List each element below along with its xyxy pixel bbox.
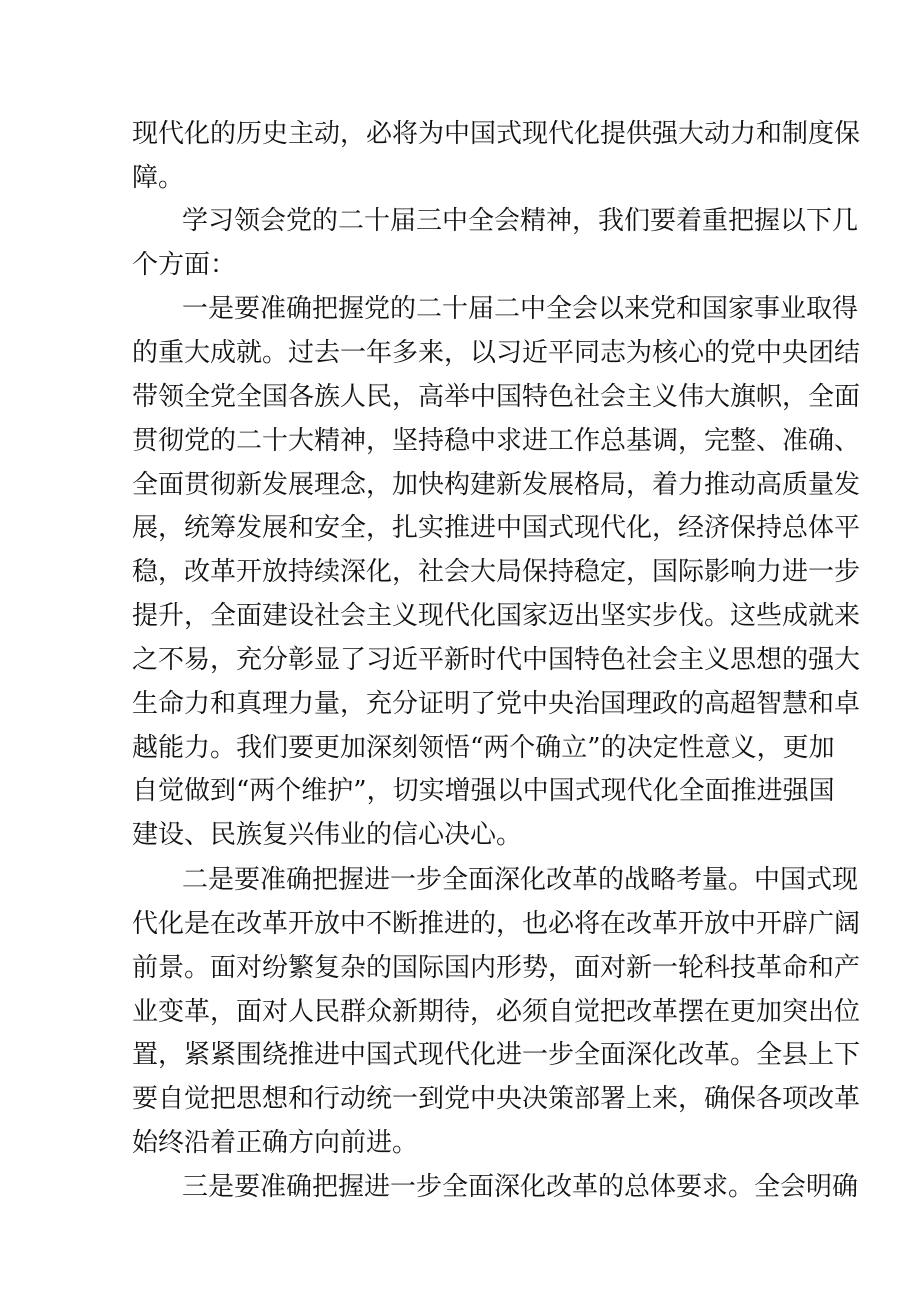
text-line: 的重大成就。过去一年多来，以习近平同志为核心的党中央团结 [132, 338, 861, 368]
paragraph-first-line: 学习领会党的二十届三中全会精神，我们要着重把握以下几 [182, 206, 859, 236]
paragraph-first-line: 一是要准确把握党的二十届二中全会以来党和国家事业取得 [182, 294, 859, 324]
text-line: 稳，改革开放持续深化，社会大局保持稳定，国际影响力进一步 [132, 557, 861, 587]
paragraph-first-line: 二是要准确把握进一步全面深化改革的战略考量。中国式现 [182, 865, 859, 895]
text-line: 代化是在改革开放中不断推进的，也必将在改革开放中开辟广阔 [132, 909, 861, 939]
text-line: 展，统筹发展和安全，扎实推进中国式现代化，经济保持总体平 [132, 513, 861, 543]
text-line: 提升，全面建设社会主义现代化国家迈出坚实步伐。这些成就来 [132, 601, 861, 631]
text-line: 障。 [132, 163, 185, 193]
text-line: 现代化的历史主动，必将为中国式现代化提供强大动力和制度保 [132, 119, 861, 149]
text-line: 之不易，充分彰显了习近平新时代中国特色社会主义思想的强大 [132, 645, 861, 675]
text-line: 建设、民族复兴伟业的信心决心。 [132, 820, 523, 850]
text-line: 生命力和真理力量，充分证明了党中央治国理政的高超智慧和卓 [132, 689, 861, 719]
text-line: 个方面： [132, 250, 237, 280]
text-line: 要自觉把思想和行动统一到党中央决策部署上来，确保各项改革 [132, 1084, 861, 1114]
text-line: 自觉做到“两个维护”，切实增强以中国式现代化全面推进强国 [132, 776, 835, 806]
paragraph-first-line: 三是要准确把握进一步全面深化改革的总体要求。全会明确 [182, 1172, 859, 1202]
text-line: 置，紧紧围绕推进中国式现代化进一步全面深化改革。全县上下 [132, 1040, 861, 1070]
text-line: 前景。面对纷繁复杂的国际国内形势，面对新一轮科技革命和产 [132, 953, 861, 983]
text-line: 贯彻党的二十大精神，坚持稳中求进工作总基调，完整、准确、 [132, 426, 861, 456]
text-line: 业变革，面对人民群众新期待，必须自觉把改革摆在更加突出位 [132, 997, 861, 1027]
text-line: 越能力。我们要更加深刻领悟“两个确立”的决定性意义，更加 [132, 733, 835, 763]
text-line: 带领全党全国各族人民，高举中国特色社会主义伟大旗帜，全面 [132, 382, 861, 412]
text-line: 全面贯彻新发展理念，加快构建新发展格局，着力推动高质量发 [132, 470, 861, 500]
text-line: 始终沿着正确方向前进。 [132, 1128, 419, 1158]
